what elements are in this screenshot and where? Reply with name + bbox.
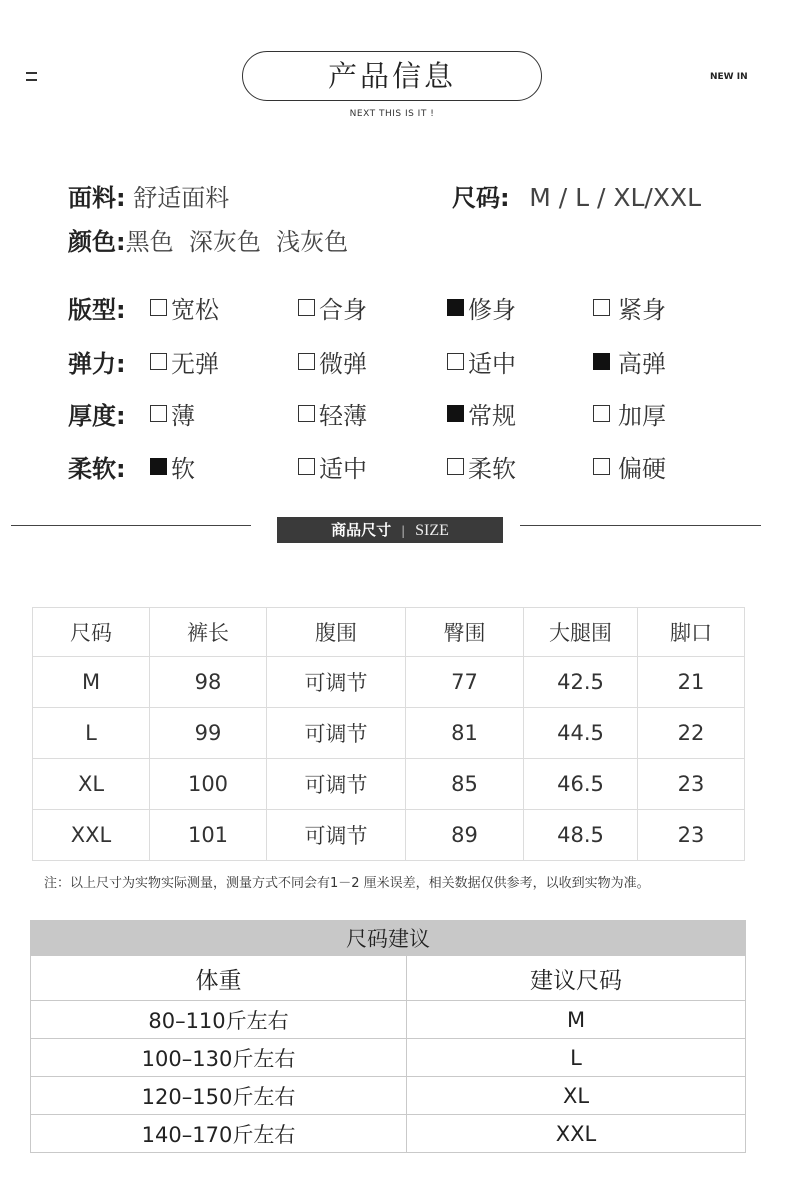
size-table <box>32 607 745 861</box>
table-cell: M <box>407 1001 746 1039</box>
table-row <box>33 759 745 810</box>
option-checkbox[interactable] <box>593 449 666 484</box>
option-label: 适中 <box>468 350 516 378</box>
option-checkbox[interactable] <box>150 290 219 325</box>
attr-label-fit: 版型: <box>68 296 126 324</box>
table-cell: M <box>33 657 150 708</box>
option-checkbox[interactable] <box>593 290 666 325</box>
size-label: 尺码: <box>452 184 510 212</box>
table-row <box>33 810 745 861</box>
checked-checkbox-icon <box>447 299 464 316</box>
banner-title-en: SIZE <box>415 522 449 539</box>
table-row <box>31 1077 746 1115</box>
table-cell: 89 <box>406 810 524 861</box>
table-cell: XXL <box>407 1115 746 1153</box>
fabric-label: 面料: <box>68 184 126 212</box>
checkbox-icon <box>298 299 315 316</box>
checkbox-icon <box>447 458 464 475</box>
table-header-cell: 体重 <box>31 956 407 1001</box>
table-cell: XL <box>33 759 150 810</box>
option-label: 高弹 <box>618 350 666 378</box>
attr-label-thickness: 厚度: <box>68 402 126 430</box>
option-label: 紧身 <box>618 296 666 324</box>
table-cell: 85 <box>406 759 524 810</box>
checkbox-icon <box>593 458 610 475</box>
table-cell: 44.5 <box>524 708 638 759</box>
table-cell: L <box>33 708 150 759</box>
divider-right <box>520 525 761 526</box>
color-info <box>68 222 348 257</box>
table-cell: 22 <box>638 708 745 759</box>
banner-title-cn: 商品尺寸 <box>331 521 392 539</box>
table-cell: 99 <box>150 708 267 759</box>
table-cell: 可调节 <box>267 708 406 759</box>
table-cell: 100–130斤左右 <box>31 1039 407 1077</box>
option-checkbox-checked[interactable] <box>150 449 195 484</box>
page-title: 产品信息 <box>242 51 542 101</box>
table-cell: 140–170斤左右 <box>31 1115 407 1153</box>
table-cell: 101 <box>150 810 267 861</box>
option-label: 软 <box>171 455 195 483</box>
checkbox-icon <box>150 353 167 370</box>
attr-label-elasticity: 弹力: <box>68 350 126 378</box>
option-checkbox[interactable] <box>150 396 195 431</box>
checkbox-icon <box>298 458 315 475</box>
table-cell: 81 <box>406 708 524 759</box>
banner-separator: | <box>401 524 406 538</box>
checkbox-icon <box>593 299 610 316</box>
table-cell: 23 <box>638 759 745 810</box>
option-checkbox[interactable] <box>447 344 516 379</box>
table-cell: L <box>407 1039 746 1077</box>
option-checkbox[interactable] <box>298 396 367 431</box>
menu-icon[interactable] <box>26 70 37 82</box>
checkbox-icon <box>447 353 464 370</box>
table-header-cell: 腹围 <box>267 608 406 657</box>
attr-label-softness: 柔软: <box>68 455 126 483</box>
table-cell: 42.5 <box>524 657 638 708</box>
table-cell: 100 <box>150 759 267 810</box>
option-checkbox[interactable] <box>150 344 219 379</box>
option-label: 适中 <box>319 455 367 483</box>
size-section-banner <box>277 517 503 543</box>
table-cell: 48.5 <box>524 810 638 861</box>
option-checkbox[interactable] <box>298 344 367 379</box>
table-cell: 120–150斤左右 <box>31 1077 407 1115</box>
table-header-cell: 建议尺码 <box>407 956 746 1001</box>
option-label: 偏硬 <box>618 455 666 483</box>
fabric-value: 舒适面料 <box>133 184 230 212</box>
option-checkbox[interactable] <box>298 449 367 484</box>
option-label: 合身 <box>319 296 367 324</box>
checkbox-icon <box>298 353 315 370</box>
option-label: 无弹 <box>171 350 219 378</box>
table-row <box>31 1115 746 1153</box>
divider-left <box>11 525 251 526</box>
checked-checkbox-icon <box>447 405 464 422</box>
table-cell: XL <box>407 1077 746 1115</box>
color-label: 颜色: <box>68 228 126 256</box>
table-cell: 可调节 <box>267 810 406 861</box>
table-cell: 21 <box>638 657 745 708</box>
option-label: 修身 <box>468 296 516 324</box>
table-cell: 可调节 <box>267 759 406 810</box>
table-row <box>33 708 745 759</box>
table-cell: XXL <box>33 810 150 861</box>
new-in-badge: NEW IN <box>710 72 748 82</box>
table-cell: 98 <box>150 657 267 708</box>
table-cell: 可调节 <box>267 657 406 708</box>
table-cell: 23 <box>638 810 745 861</box>
table-header-row <box>33 608 745 657</box>
table-row <box>31 1039 746 1077</box>
checked-checkbox-icon <box>150 458 167 475</box>
size-info <box>452 178 701 213</box>
measurement-note: 注：以上尺寸为实物实际测量，测量方式不同会有1－2 厘米误差，相关数据仅供参考，以收到实物为准。 <box>44 876 650 891</box>
checkbox-icon <box>150 405 167 422</box>
size-value: M / L / XL/XXL <box>529 183 702 212</box>
option-label: 柔软 <box>468 455 516 483</box>
size-suggestion-table <box>30 920 746 1153</box>
fabric-info <box>68 178 229 213</box>
table-header-cell: 大腿围 <box>524 608 638 657</box>
suggestion-title: 尺码建议 <box>31 921 746 956</box>
table-header-cell: 尺码 <box>33 608 150 657</box>
option-label: 常规 <box>468 402 516 430</box>
suggestion-header-row <box>31 956 746 1001</box>
option-checkbox[interactable] <box>298 290 367 325</box>
option-label: 加厚 <box>618 402 666 430</box>
option-checkbox-checked[interactable] <box>447 290 516 325</box>
table-header-cell: 脚口 <box>638 608 745 657</box>
suggestion-title-row <box>31 921 746 956</box>
table-row <box>31 1001 746 1039</box>
table-row <box>33 657 745 708</box>
color-value: 黑色 深灰色 浅灰色 <box>125 228 349 256</box>
table-cell: 77 <box>406 657 524 708</box>
checkbox-icon <box>150 299 167 316</box>
option-checkbox[interactable] <box>447 449 516 484</box>
option-label: 宽松 <box>171 296 219 324</box>
checkbox-icon <box>593 405 610 422</box>
table-header-cell: 裤长 <box>150 608 267 657</box>
option-checkbox-checked[interactable] <box>593 344 666 379</box>
option-label: 薄 <box>171 402 195 430</box>
page-subtitle: NEXT THIS IS IT ! <box>349 109 435 119</box>
option-label: 轻薄 <box>319 402 367 430</box>
option-checkbox[interactable] <box>593 396 666 431</box>
option-checkbox-checked[interactable] <box>447 396 516 431</box>
table-cell: 80–110斤左右 <box>31 1001 407 1039</box>
checkbox-icon <box>298 405 315 422</box>
table-cell: 46.5 <box>524 759 638 810</box>
checked-checkbox-icon <box>593 353 610 370</box>
table-header-cell: 臀围 <box>406 608 524 657</box>
option-label: 微弹 <box>319 350 367 378</box>
